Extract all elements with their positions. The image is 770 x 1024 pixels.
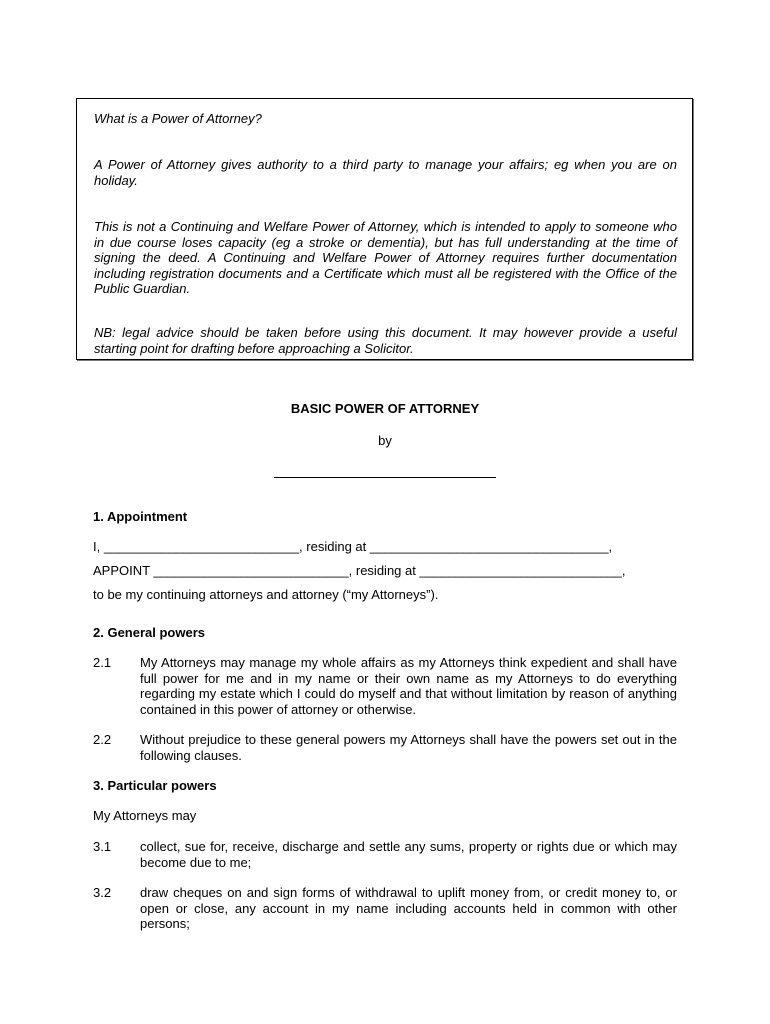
clause-text: collect, sue for, receive, discharge and settle any sums, property or rights due or which may become due to me; [140, 839, 677, 870]
appointment-line-attorney: APPOINT ___________________________, residing at ____________________________, [93, 563, 626, 578]
notice-paragraph-holiday: A Power of Attorney gives authority to a third party to manage your affairs; eg when you are on holiday. [94, 157, 677, 188]
clause-text: My Attorneys may manage my whole affairs as my Attorneys think expedient and shall have full power for me and in my name or their own name as my Attorneys to do everything regarding my estate which I could do myself and that without limitation by reason of anything contained in this power of attorney or otherwise. [140, 655, 677, 717]
clause-text: Without prejudice to these general powers my Attorneys shall have the powers set out in the following clauses. [140, 732, 677, 763]
particular-powers-intro: My Attorneys may [93, 808, 197, 823]
notice-box [76, 98, 693, 360]
notice-paragraph-continuing: This is not a Continuing and Welfare Power of Attorney, which is intended to apply to someone who in due course loses capacity (eg a stroke or dementia), but has full understanding at the time of signing the deed. A Continuing and Welfare Power of Attorney requires further documentation including registration documents and a Certificate which must all be registered with the Office of the Public Guardian. [94, 219, 677, 296]
section-heading-general-powers: 2. General powers [93, 625, 205, 640]
clause-number: 3.2 [93, 885, 112, 900]
clause-number: 3.1 [93, 839, 112, 854]
grantor-name-line [274, 477, 496, 478]
section-heading-particular-powers: 3. Particular powers [93, 778, 217, 793]
notice-legal-advice: NB: legal advice should be taken before using this document. It may however provide a useful starting point for drafting before approaching a Solicitor. [94, 325, 677, 356]
appointment-line-grantor: I, ___________________________, residing at _________________________________, [93, 539, 613, 554]
section-heading-appointment: 1. Appointment [93, 509, 188, 524]
clause-text: draw cheques on and sign forms of withdrawal to uplift money from, or credit money to, or open or close, any account in my name including accounts held in common with other persons; [140, 885, 677, 931]
notice-question: What is a Power of Attorney? [94, 111, 262, 126]
appointment-line-definition: to be my continuing attorneys and attorney (“my Attorneys”). [93, 587, 439, 602]
document-title: BASIC POWER OF ATTORNEY [290, 401, 480, 416]
by-label: by [378, 433, 392, 448]
clause-number: 2.2 [93, 732, 112, 747]
clause-number: 2.1 [93, 655, 112, 670]
